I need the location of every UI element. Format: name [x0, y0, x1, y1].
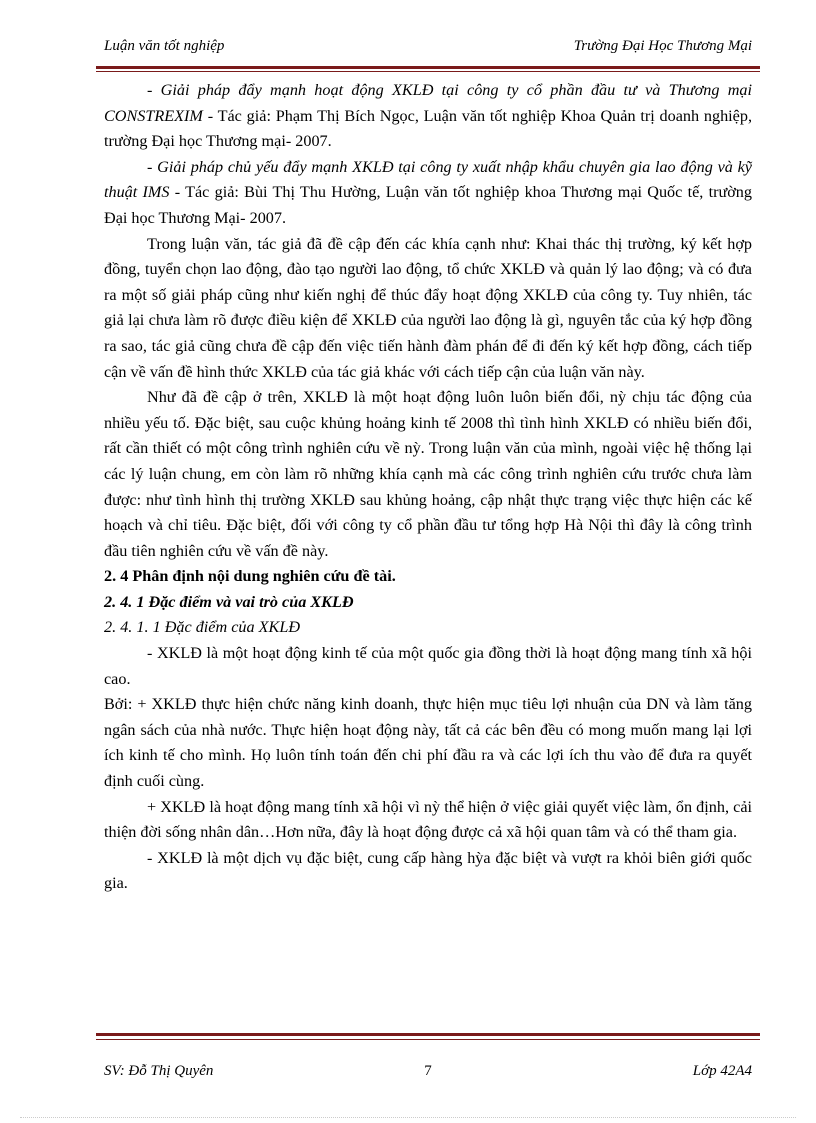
footer-rule-thin	[96, 1039, 760, 1040]
reference-title-1: - Giải pháp đẩy mạnh hoạt động XKLĐ tại công ty cổ phần đầu tư và Thương mại CONSTREXIM	[104, 81, 752, 125]
reference-author-2: - Tác giả: Bùi Thị Thu Hường, Luận văn tốt nghiệp khoa Thương mại Quốc tế, trường Đại học Thương Mại- 2007.	[104, 183, 752, 227]
header-university-name: Trường Đại Học Thương Mại	[573, 38, 752, 54]
header-rule-thick	[96, 66, 760, 69]
reference-title-2: - Giải pháp chủ yếu đẩy mạnh XKLĐ tại công ty xuất nhập khẩu chuyên gia lao động và kỹ thuật IMS	[104, 157, 752, 202]
header-thesis-label: Luận văn tốt nghiệp	[104, 38, 225, 54]
page-body	[104, 78, 752, 897]
footer-rule-thick	[96, 1033, 760, 1036]
header-rule-thin	[96, 71, 760, 72]
reference-paragraph-1	[104, 78, 752, 155]
footer-class-code: Lớp 42A4	[692, 1063, 752, 1079]
page-break-line	[20, 1117, 796, 1118]
page-header	[104, 38, 752, 60]
footer-student-name: SV: Đỗ Thị Quyên	[104, 1063, 214, 1079]
section-heading-2-4: 2. 4 Phân định nội dung nghiên cứu đề tài.	[104, 567, 396, 586]
body-paragraph-review: Trong luận văn, tác giả đã đề cập đến các khía cạnh như: Khai thác thị trường, ký kết hợp đồng, tuyển chọn lao động, đào tạo người lao động, tổ chức XKLĐ và quản lý lao động; và có đưa ra một số giải pháp cũng như kiến nghị để thúc đẩy hoạt động XKLĐ của công ty. Tuy nhiên, tác giả lại chưa làm rõ được điều kiện để XKLĐ của người lao động là gì, nguyên tắc của ký hợp đồng ra sao, tác giả cũng chưa đề cập đến việc tiến hành đàm phán để đi đến ký kết hợp đồng, cách tiếp cận về vấn đề hình thức XKLĐ của tác giả khác với cách tiếp cận của luận văn này.	[104, 234, 752, 381]
reference-paragraph-2	[104, 155, 752, 232]
reference-author-1: - Tác giả: Phạm Thị Bích Ngọc, Luận văn tốt nghiệp Khoa Quản trị doanh nghiệp, trường Đại học Thương mại- 2007.	[104, 106, 752, 151]
body-paragraph-feature-1: - XKLĐ là một hoạt động kinh tế của một quốc gia đồng thời là hoạt động mang tính xã hội cao.	[104, 644, 752, 688]
body-paragraph-social: + XKLĐ là hoạt động mang tính xã hội vì nỳ thể hiện ở việc giải quyết việc làm, ổn định, cải thiện đời sống nhân dân…Hơn nữa, đây là hoạt động được cả xã hội quan tâm và có thể tham gia.	[104, 797, 752, 842]
body-paragraph-because: Bởi: + XKLĐ thực hiện chức năng kinh doanh, thực hiện mục tiêu lợi nhuận của DN và làm tăng ngân sách của nhà nước. Thực hiện hoạt động này, tất cả các bên đều có mong muốn mang lại lợi ích kinh tế cho mình. Họ luôn tính toán đến chi phí đầu ra và các lợi ích thu vào để đưa ra quyết định cuối cùng.	[104, 695, 752, 791]
footer-page-number: 7	[424, 1063, 432, 1079]
body-paragraph-feature-2: - XKLĐ là một dịch vụ đặc biệt, cung cấp hàng hỳa đặc biệt và vượt ra khỏi biên giới quốc gia.	[104, 848, 752, 893]
page-footer	[104, 1063, 752, 1085]
section-heading-2-4-1-1: 2. 4. 1. 1 Đặc điểm của XKLĐ	[104, 618, 301, 637]
section-heading-2-4-1: 2. 4. 1 Đặc điểm và vai trò của XKLĐ	[104, 592, 354, 611]
body-paragraph-contribution: Như đã đề cập ở trên, XKLĐ là một hoạt động luôn luôn biến đổi, nỳ chịu tác động của nhiều yếu tố. Đặc biệt, sau cuộc khủng hoảng kinh tế 2008 thì tình hình XKLĐ có nhiều biến đổi, rất cần thiết có một công trình nghiên cứu về nỳ. Trong luận văn của mình, ngoài việc hệ thống lại các lý luận chung, em còn làm rõ những khía cạnh mà các công trình nghiên cứu trước chưa làm được: như tình hình thị trường XKLĐ sau khủng hoảng, cập nhật thực trạng việc thực hiện các kế hoạch và chỉ tiêu. Đặc biệt, đối với công ty cổ phần đầu tư tổng hợp Hà Nội thì đây là công trình đầu tiên nghiên cứu về vấn đề này.	[104, 388, 752, 560]
